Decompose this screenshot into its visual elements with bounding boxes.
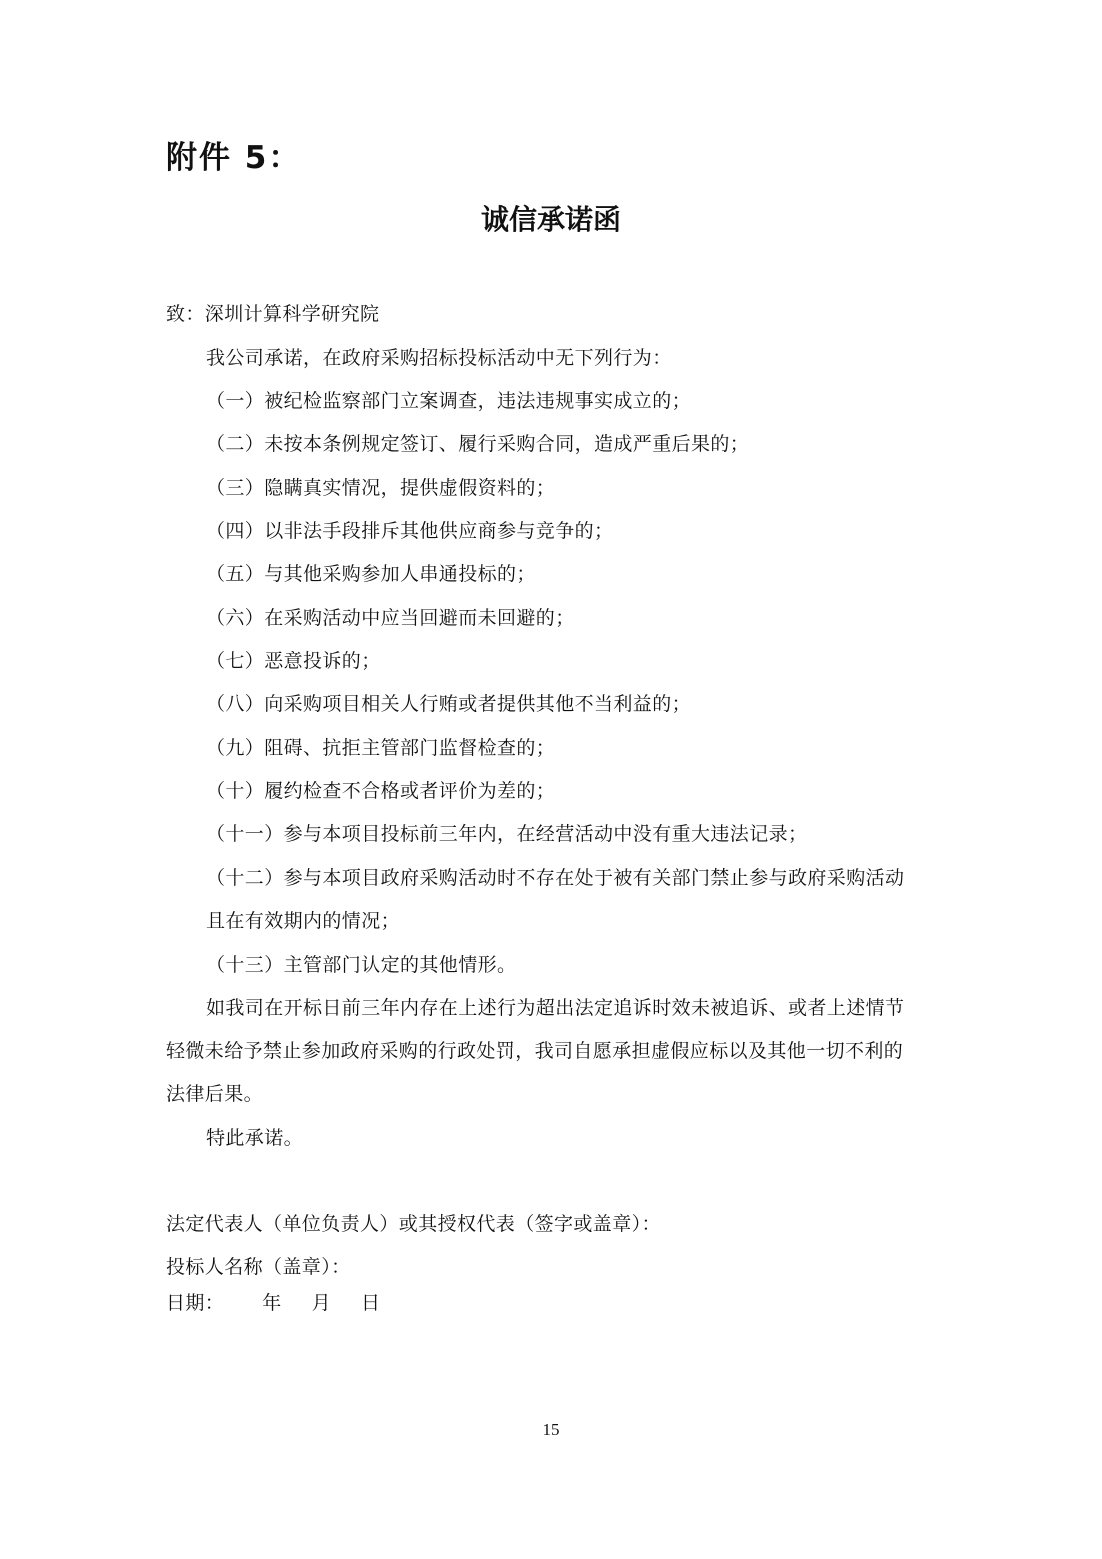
- page-number: 15: [542, 1420, 560, 1439]
- list-item: （九）阻碍、抗拒主管部门监督检查的；: [206, 737, 556, 759]
- list-item: （十三）主管部门认定的其他情形。: [206, 954, 517, 976]
- list-item: （八）向采购项目相关人行贿或者提供其他不当利益的；: [206, 693, 692, 715]
- list-item: （十）履约检查不合格或者评价为差的；: [206, 780, 556, 802]
- date-label: 日期：: [166, 1292, 225, 1314]
- list-item: （六）在采购活动中应当回避而未回避的；: [206, 607, 575, 629]
- list-item: （十二）参与本项目政府采购活动时不存在处于被有关部门禁止参与政府采购活动: [206, 867, 905, 889]
- date-line: [166, 1290, 380, 1316]
- consequence-line: 轻微未给予禁止参加政府采购的行政处罚，我司自愿承担虚假应标以及其他一切不利的: [166, 1040, 904, 1062]
- date-month: 月: [311, 1292, 332, 1314]
- list-item: （四）以非法手段排斥其他供应商参与竞争的；: [206, 520, 614, 542]
- attachment-label: 附件 5：: [166, 140, 302, 176]
- list-item: （三）隐瞒真实情况，提供虚假资料的；: [206, 477, 556, 499]
- date-year: 年: [262, 1292, 282, 1314]
- list-item: （五）与其他采购参加人串通投标的；: [206, 563, 536, 585]
- list-item: （二）未按本条例规定签订、履行采购合同，造成严重后果的；: [206, 433, 750, 455]
- date-day: 日: [361, 1292, 381, 1314]
- list-item-continuation: 且在有效期内的情况；: [206, 910, 401, 932]
- document-title: 诚信承诺函: [480, 203, 621, 236]
- consequence-line: 如我司在开标日前三年内存在上述行为超出法定追诉时效未被追诉、或者上述情节: [206, 997, 905, 1019]
- list-item: （七）恶意投诉的；: [206, 650, 381, 672]
- representative-signature-line: 法定代表人（单位负责人）或其授权代表（签字或盖章）：: [166, 1213, 661, 1235]
- list-item: （一）被纪检监察部门立案调查，违法违规事实成立的；: [206, 390, 692, 412]
- list-item: （十一）参与本项目投标前三年内，在经营活动中没有重大违法记录；: [206, 823, 808, 845]
- consequence-line: 法律后果。: [166, 1083, 264, 1105]
- closing-line: 特此承诺。: [206, 1127, 304, 1149]
- bidder-name-line: 投标人名称（盖章）：: [166, 1256, 351, 1278]
- recipient-line: 致：深圳计算科学研究院: [166, 303, 380, 325]
- intro-paragraph: 我公司承诺，在政府采购招标投标活动中无下列行为：: [206, 347, 672, 369]
